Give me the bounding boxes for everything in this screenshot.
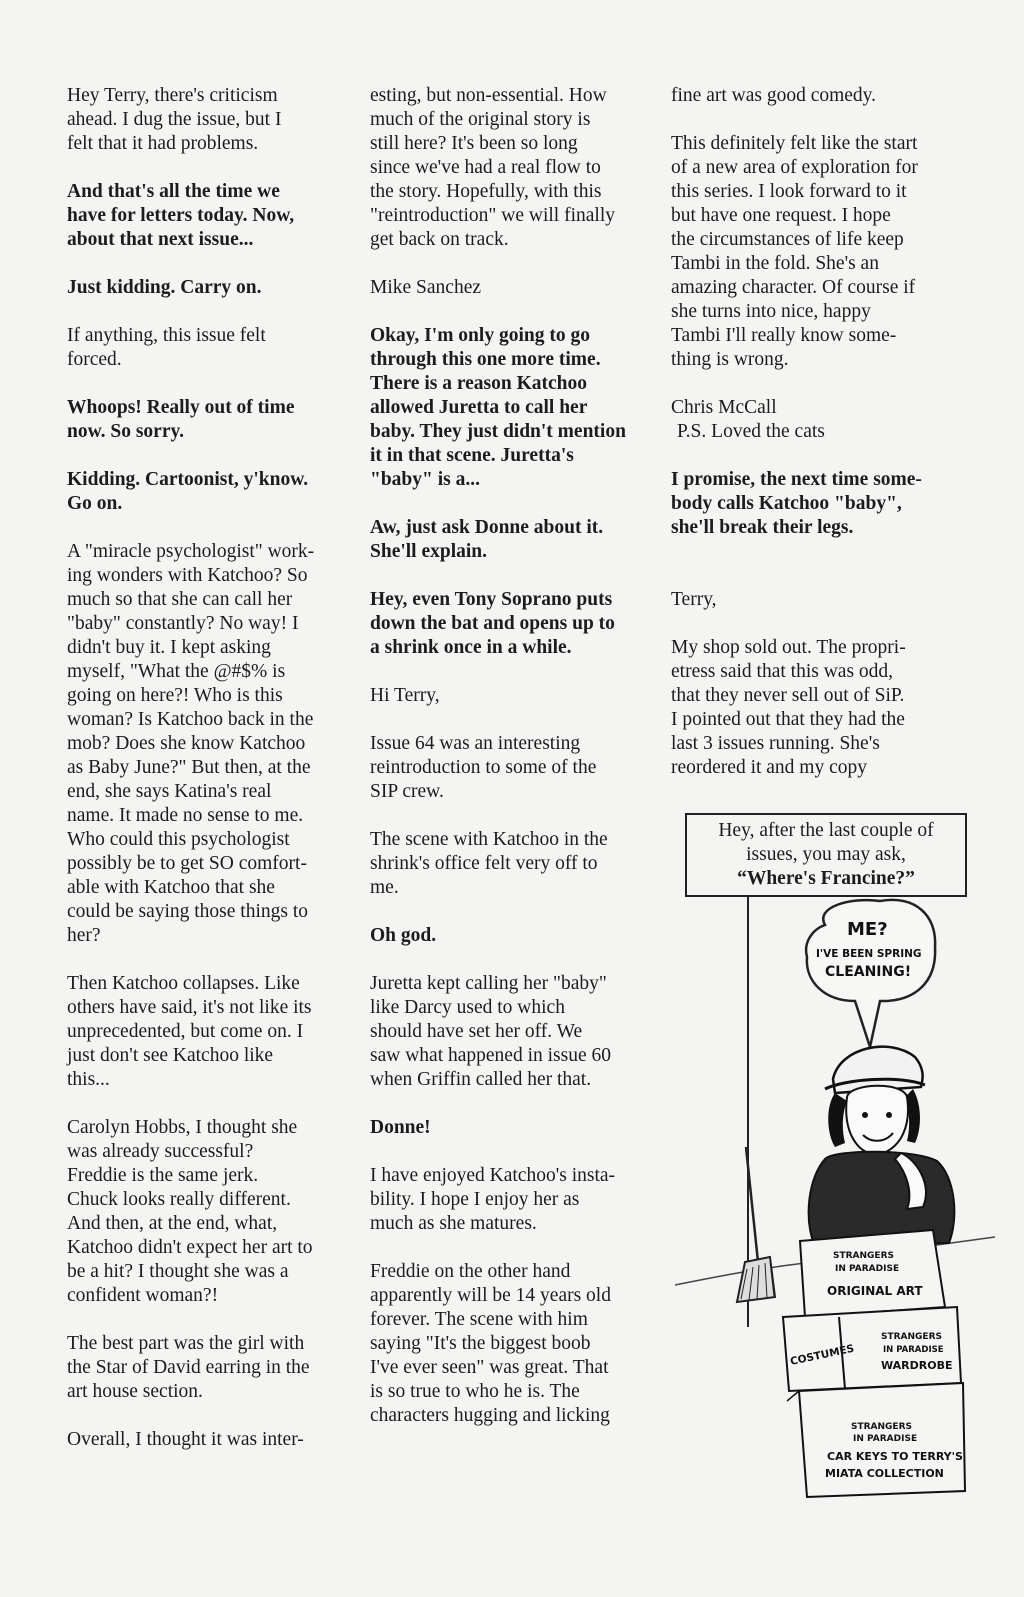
letter-signature: Mike Sanchez [370, 277, 482, 298]
box-label: WARDROBE [881, 1359, 953, 1372]
editor-reply: Aw, just ask Donne about it. She'll explain. [370, 517, 604, 562]
editor-reply: Oh god. [370, 925, 437, 946]
balloon-text: CLEANING! [825, 964, 912, 980]
box-label: ORIGINAL ART [827, 1284, 923, 1298]
cartoon-drawing [675, 897, 995, 1522]
box-label: STRANGERS [851, 1422, 912, 1432]
paragraph: Hey Terry, there's criticism ahead. I dug the issue, but I felt that it had problems. [67, 85, 282, 154]
paragraph: Juretta kept calling her "baby" like Darcy used to which should have set her off. We saw what happened in issue 60 when Griffin called her that. [370, 973, 611, 1090]
paragraph: I have enjoyed Katchoo's insta- bility. I hope I enjoy her as much as she matures. [370, 1165, 616, 1234]
box-label: STRANGERS [833, 1251, 894, 1261]
letter-greeting: Terry, [671, 589, 717, 610]
paragraph: Issue 64 was an interesting reintroduction to some of the SIP crew. [370, 733, 597, 802]
paragraph: fine art was good comedy. [671, 85, 877, 106]
box-label: IN PARADISE [835, 1264, 900, 1274]
editor-reply: I promise, the next time some- body calls Katchoo "baby", she'll break their legs. [671, 469, 922, 538]
letters-column-1 [67, 84, 357, 1476]
paragraph: Overall, I thought it was inter- [67, 1429, 304, 1450]
editor-reply: Okay, I'm only going to go through this one more time. There is a reason Katchoo allowed Juretta to call her baby. They just didn't mention it in that scene. Juretta's "baby" is a... [370, 325, 626, 490]
box-label: IN PARADISE [853, 1434, 918, 1444]
box-label: CAR KEYS TO TERRY'S [827, 1450, 963, 1463]
paragraph: Freddie on the other hand apparently will be 14 years old forever. The scene with him saying "It's the biggest boob I've ever seen" was great. That is so true to who he is. The characters hugging and licking [370, 1261, 611, 1426]
box-label: IN PARADISE [883, 1345, 944, 1355]
letter-greeting: Hi Terry, [370, 685, 440, 706]
box-label: COSTUMES [789, 1342, 856, 1368]
callout-line: issues, you may ask, [746, 844, 906, 865]
letter-signature: Chris McCall [671, 397, 777, 418]
paragraph: My shop sold out. The propri- etress said that this was odd, that they never sell out of SiP. I pointed out that they had the last 3 issues running. She's reordered it and my copy [671, 637, 906, 778]
broom-head [737, 1257, 775, 1302]
editor-reply: Donne! [370, 1117, 431, 1138]
letters-column-2 [370, 84, 655, 1452]
paragraph: This definitely felt like the start of a new area of exploration for this series. I look forward to it but have one request. I hope the circumstances of life keep Tambi in the fold. She's an amazing character. Of course if she turns into nice, happy Tambi I'll really know some- thing is wrong. [671, 133, 918, 370]
editor-reply: Hey, even Tony Soprano puts down the bat and opens up to a shrink once in a while. [370, 589, 615, 658]
francine-callout-box [685, 813, 967, 897]
balloon-text: ME? [847, 919, 888, 940]
editor-reply: And that's all the time we have for letters today. Now, about that next issue... [67, 181, 295, 250]
editor-reply: Kidding. Cartoonist, y'know. Go on. [67, 469, 309, 514]
box-label: STRANGERS [881, 1332, 942, 1342]
paragraph: If anything, this issue felt forced. [67, 325, 266, 370]
editor-reply: Just kidding. Carry on. [67, 277, 262, 298]
postscript: P.S. Loved the cats [677, 421, 825, 442]
letters-column-3 [671, 84, 961, 804]
callout-line: Hey, after the last couple of [718, 820, 934, 841]
paragraph: Then Katchoo collapses. Like others have said, it's not like its unprecedented, but come on. I just don't see Katchoo like this... [67, 973, 312, 1090]
editor-reply: Whoops! Really out of time now. So sorry. [67, 397, 295, 442]
francine-cartoon [675, 897, 995, 1522]
paragraph: Carolyn Hobbs, I thought she was already successful? Freddie is the same jerk. Chuck looks really different. And then, at the end, what, Katchoo didn't expect her art to be a hit? I thought she was a confident woman?! [67, 1117, 313, 1306]
paragraph: A "miracle psychologist" work- ing wonders with Katchoo? So much so that she can call her "baby" constantly? No way! I didn't buy it. I kept asking myself, "What the @#$% is going on here?! Who is this woman? Is Katchoo back in the mob? Does she know Katchoo as Baby June?" But then, at the end, she says Katina's real name. It made no sense to me. Who could this psychologist possibly be to get SO comfort- able with Katchoo that she could be saying those things to her? [67, 541, 315, 946]
box-label: MIATA COLLECTION [825, 1467, 944, 1480]
callout-question: “Where's Francine?” [737, 868, 915, 889]
paragraph: The scene with Katchoo in the shrink's office felt very off to me. [370, 829, 608, 898]
paragraph: esting, but non-essential. How much of the original story is still here? It's been so long since we've had a real flow to the story. Hopefully, with this "reintroduction" we will finally get back on track. [370, 85, 615, 250]
paragraph: The best part was the girl with the Star of David earring in the art house section. [67, 1333, 310, 1402]
balloon-text: I'VE BEEN SPRING [816, 948, 922, 960]
